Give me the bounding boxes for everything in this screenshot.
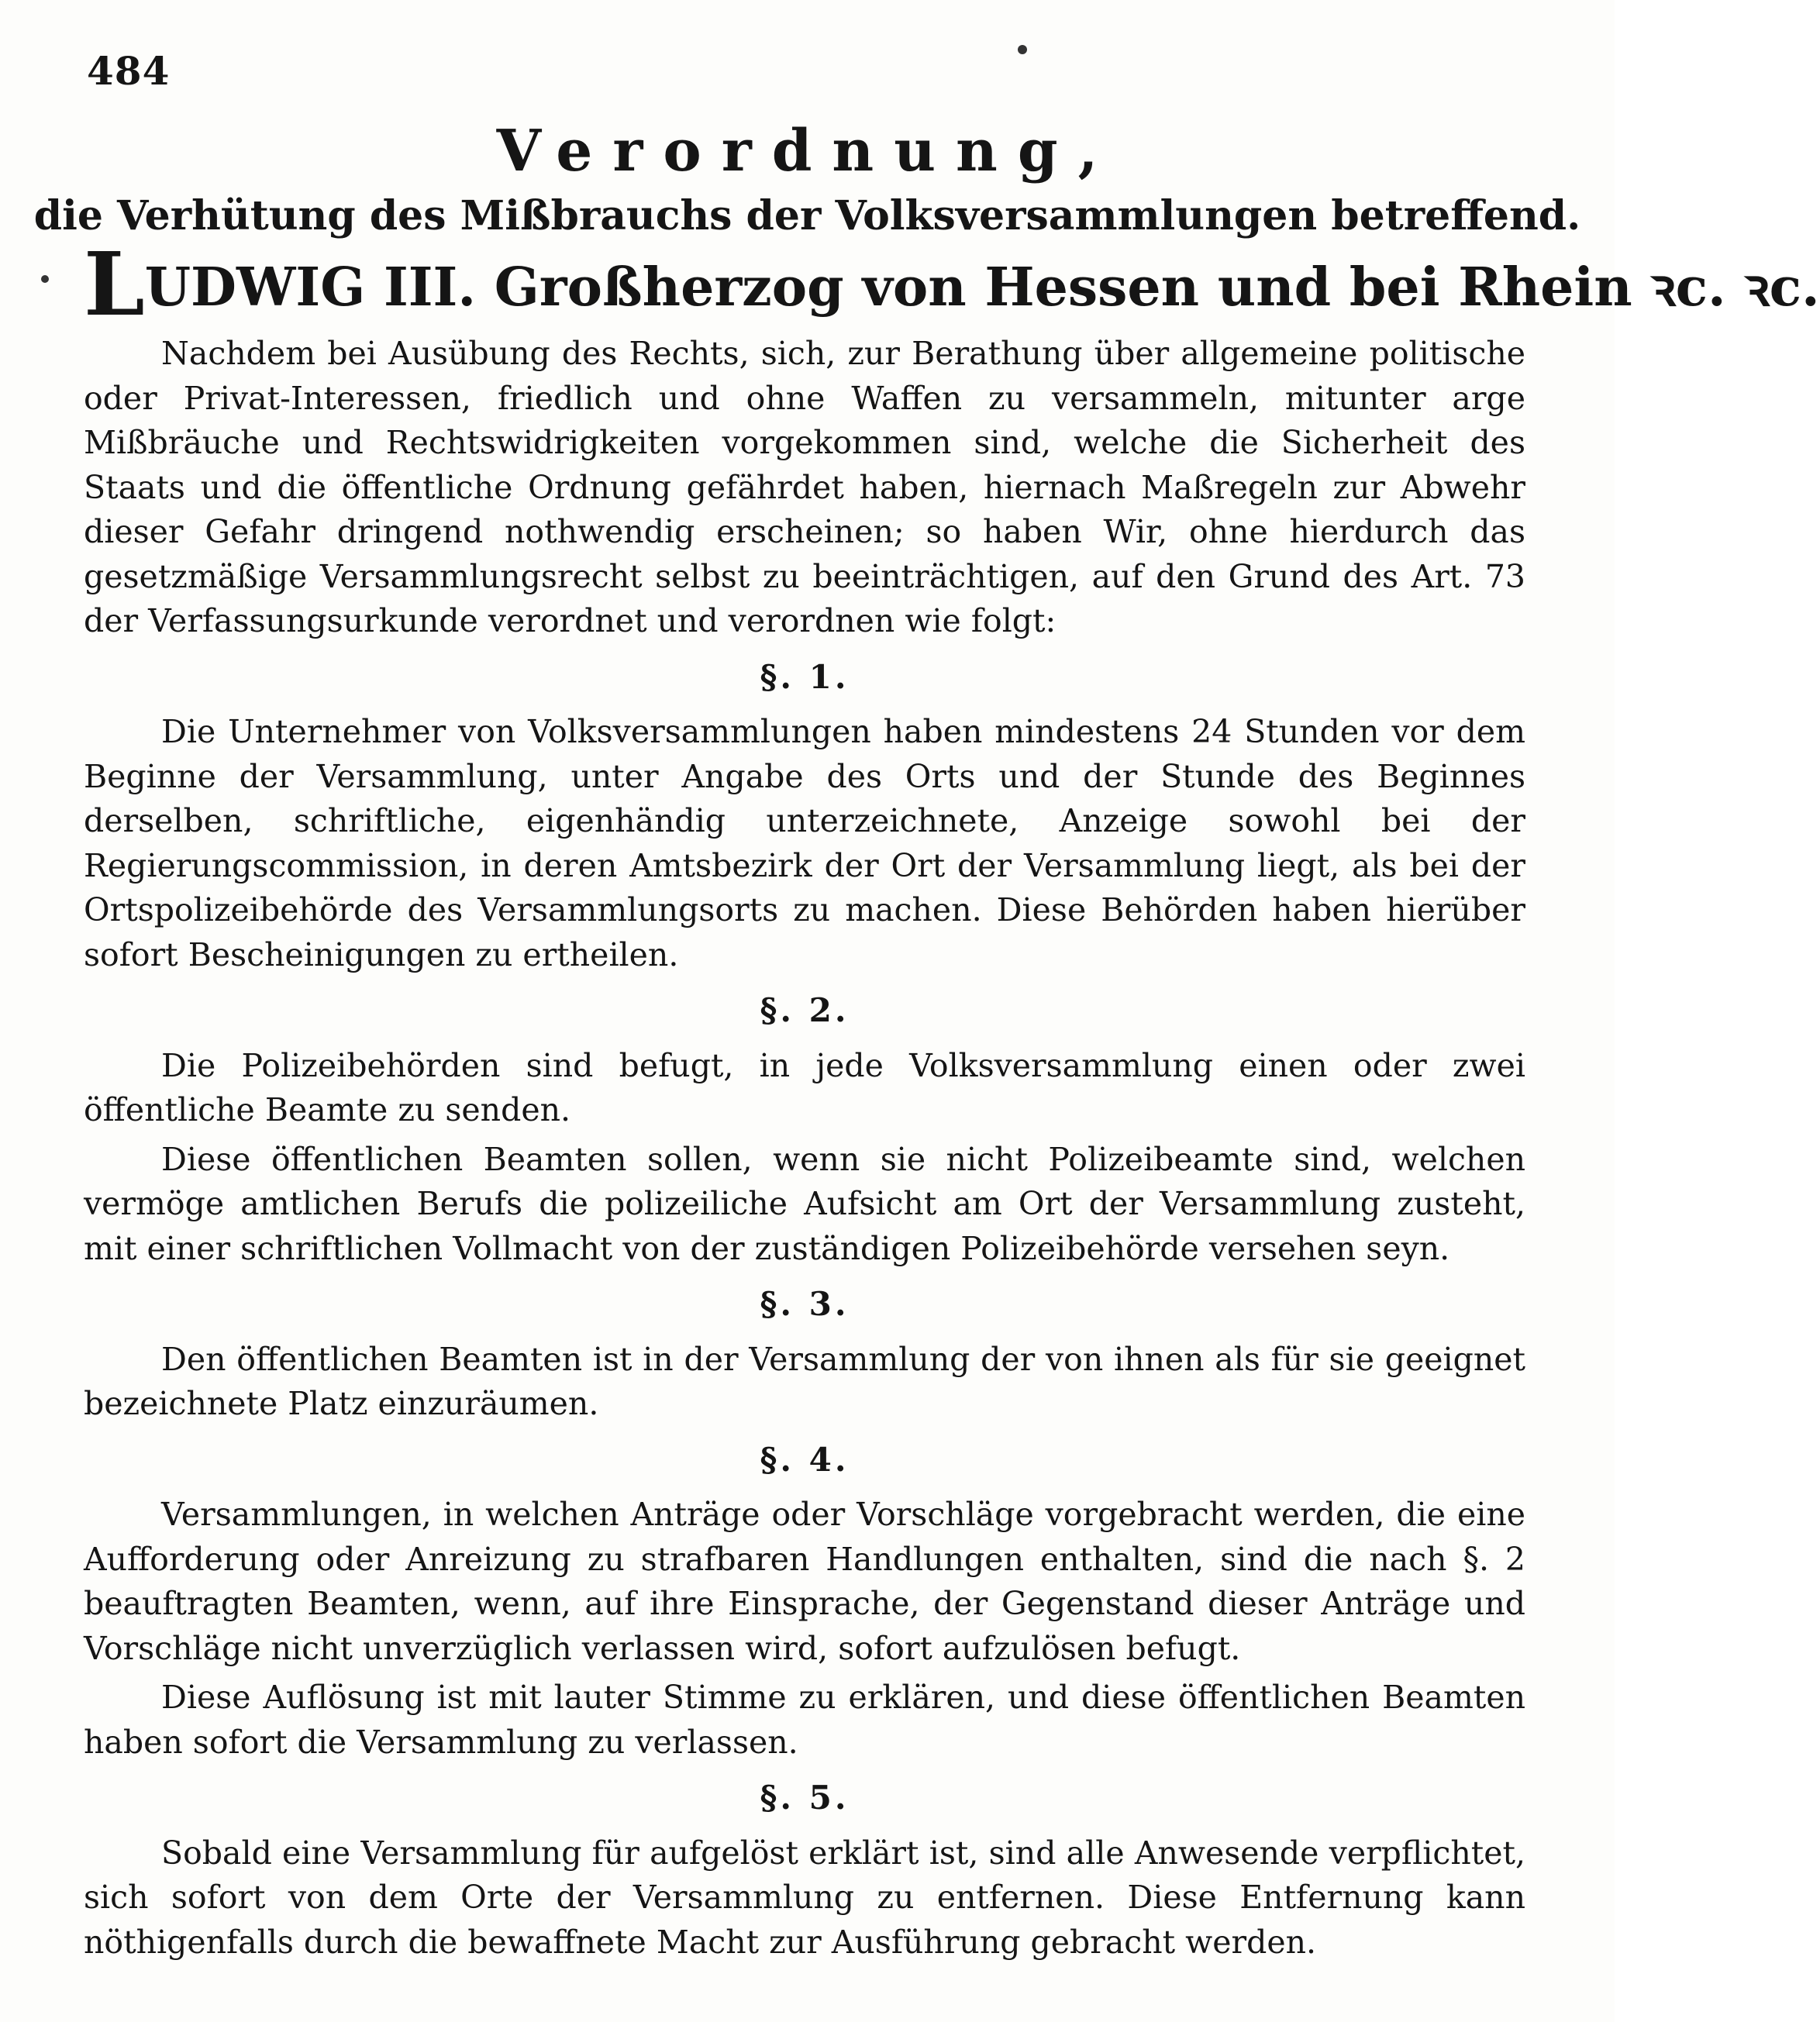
ink-speck <box>1018 45 1027 54</box>
section-paragraph: Versammlungen, in welchen Anträge oder Vorschläge vorgebracht werden, die eine Aufforderung oder Anreizung zu strafbaren Handlungen enthalten, sind die nach §. 2 beauftragten Beamten, wenn, auf ihre Einsprache, der Gegenstand dieser Anträge und Vorschläge nicht unverzüglich verlassen wird, sofort aufzulösen befugt. <box>84 1496 1525 1667</box>
section-heading: §. 2. <box>760 991 850 1029</box>
ruler-initial: L <box>84 234 145 336</box>
section-paragraph: Den öffentlichen Beamten ist in der Versammlung der von ihnen als für sie geeignet bezeichnete Platz einzuräumen. <box>84 1340 1525 1422</box>
section-paragraph: Die Unternehmer von Volksversammlungen haben mindestens 24 Stunden vor dem Beginne der Versammlung, unter Angabe des Orts und der Stunde des Beginnes derselben, schriftliche, eigenhändig unterzeichnete, Anzeige sowohl bei der Regierungscommission, in deren Amtsbezirk der Ort der Versammlung liegt, als bei der Ortspolizeibehörde des Versammlungsorts zu machen. Diese Behörden haben hierüber sofort Bescheinigungen zu ertheilen. <box>84 713 1525 973</box>
section-paragraph: Diese öffentlichen Beamten sollen, wenn sie nicht Polizeibeamte sind, welchen vermöge amtlichen Berufs die polizeiliche Aufsicht am Ort der Versammlung zusteht, mit einer schriftlichen Vollmacht von der zuständigen Polizeibehörde versehen seyn. <box>84 1140 1525 1267</box>
ink-speck <box>41 275 49 283</box>
ruler-line <box>84 234 1820 336</box>
section-paragraph: Sobald eine Versammlung für aufgelöst erklärt ist, sind alle Anwesende verpflichtet, sich sofort von dem Orte der Versammlung zu entfernen. Diese Entfernung kann nöthigenfalls durch die bewaffnete Macht zur Ausführung gebracht werden. <box>84 1834 1525 1961</box>
document-subtitle: die Verhütung des Mißbrauchs der Volksversammlungen betreffend. <box>33 192 1581 239</box>
section-paragraph: Die Polizeibehörden sind befugt, in jede Volksversammlung einen oder zwei öffentliche Beamte zu senden. <box>84 1046 1525 1128</box>
ruler-text: UDWIG III. Großherzog von Hessen und bei Rhein ꝛc. ꝛc. <box>144 257 1820 319</box>
section-paragraph: Diese Auflösung ist mit lauter Stimme zu erklären, und diese öffentlichen Beamten haben sofort die Versammlung zu verlassen. <box>84 1679 1525 1761</box>
section-heading: §. 4. <box>760 1440 850 1479</box>
section-heading: §. 1. <box>760 657 850 696</box>
preamble-paragraph: Nachdem bei Ausübung des Rechts, sich, zur Berathung über allgemeine politische oder Privat-Interessen, friedlich und ohne Waffen zu versammeln, mitunter arge Mißbräuche und Rechtswidrigkeiten vorgekommen sind, welche die Sicherheit des Staats und die öffentliche Ordnung gefährdet haben, hiernach Maßregeln zur Abwehr dieser Gefahr dringend nothwendig erscheinen; so haben Wir, ohne hierdurch das gesetzmäßige Versammlungsrecht selbst zu beeinträchtigen, auf den Grund des Art. 73 der Verfassungsurkunde verordnet und verordnen wie folgt: <box>84 335 1525 639</box>
page-number: 484 <box>87 48 171 94</box>
document-body <box>84 332 1525 1969</box>
document-title: Verordnung, <box>496 118 1119 184</box>
section-heading: §. 5. <box>760 1779 850 1817</box>
section-heading: §. 3. <box>760 1285 850 1323</box>
